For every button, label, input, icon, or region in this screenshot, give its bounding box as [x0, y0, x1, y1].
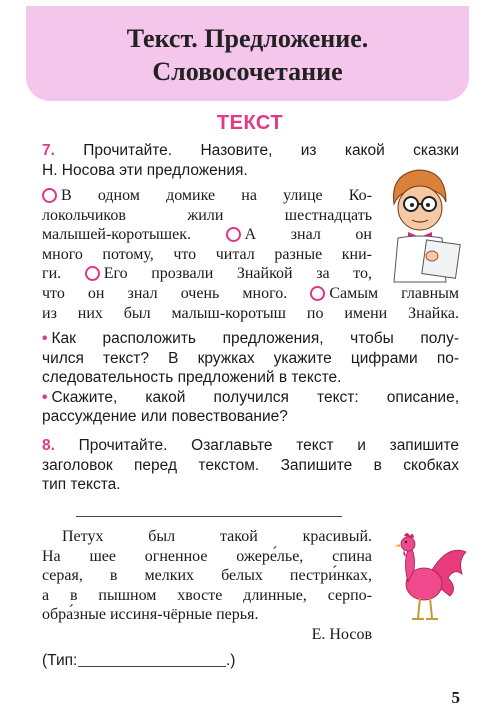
- question-text: Скажите, какой получился текст: описание,: [51, 388, 459, 406]
- question-2-line-1: [42, 388, 459, 408]
- story-line-1: [42, 186, 372, 206]
- story-line-7: из них был малыш-коротыш по имени Знайка.: [42, 304, 459, 322]
- type-close: .): [226, 652, 236, 669]
- ex8-task-line-1: [42, 436, 459, 456]
- ex7-questions: [42, 329, 459, 427]
- poem-line-5: обра́зные иссиня-чёрные перья.: [42, 606, 259, 623]
- title-line-2: Словосочетание: [152, 57, 343, 86]
- story-line-2: локольчиков жили шестнадцать: [42, 206, 372, 224]
- story-line-3: [42, 225, 372, 245]
- story-text: В одном домике на улице Ко-: [61, 187, 372, 204]
- question-text: Как расположить предложения, чтобы полу-: [51, 330, 459, 347]
- rooster-text: [42, 527, 372, 644]
- rooster-illustration: [388, 530, 470, 626]
- story-text: малышей-коротышек.: [42, 226, 191, 243]
- answer-circle[interactable]: [42, 188, 57, 203]
- story-line-4: много потому, что читал разные кни-: [42, 245, 372, 263]
- ex7-task-line-2: Н. Носова эти предложения.: [42, 161, 248, 179]
- exercise-8-task: [42, 436, 459, 495]
- ex8-task-line-3: тип текста.: [42, 476, 121, 493]
- story-text: Самым главным: [329, 285, 460, 302]
- poem-line-3: серая, в мелких белых пестри́нках,: [42, 567, 372, 584]
- answer-circle[interactable]: [85, 266, 100, 281]
- story-text: Его прозвали Знайкой за то,: [103, 265, 373, 282]
- ex8-number: 8.: [42, 437, 55, 454]
- story-text: что он знал очень много.: [42, 285, 288, 302]
- type-label: (Тип:: [42, 652, 78, 669]
- question-1-line-3: следовательность предложений в тексте.: [42, 369, 342, 386]
- answer-circle[interactable]: [226, 227, 241, 242]
- ex7-story-cont: [42, 284, 459, 323]
- question-1-line-1: [42, 329, 459, 349]
- story-text: ги.: [42, 265, 62, 282]
- ex8-task-text: Прочитайте. Озаглавьте текст и запишите: [78, 437, 459, 454]
- ex7-story: [42, 186, 372, 284]
- ex7-number: 7.: [42, 142, 55, 159]
- bullet-icon: •: [42, 388, 48, 406]
- question-1-line-2: чился текст? В кружках укажите цифрами по-: [42, 349, 459, 367]
- section-title: ТЕКСТ: [216, 112, 284, 134]
- story-text: А знал он: [244, 226, 372, 243]
- author: Е. Носов: [311, 625, 372, 643]
- header-banner: [26, 6, 469, 101]
- poem-line-4: а в пышном хвосте длинные, серпо-: [42, 586, 372, 604]
- answer-circle[interactable]: [310, 286, 325, 301]
- ex7-task-text: Прочитайте. Назовите, из какой сказки: [83, 142, 459, 159]
- page-title: [26, 22, 469, 88]
- title-write-line[interactable]: [76, 516, 342, 517]
- title-line-1: Текст. Предложение.: [126, 24, 369, 53]
- bullet-icon: •: [42, 330, 48, 347]
- question-2-line-2: рассуждение или повествование?: [42, 408, 288, 425]
- znayka-illustration: [380, 164, 465, 284]
- poem-line-2: На шее огненное ожере́лье, спина: [42, 547, 372, 565]
- story-line-5: [42, 264, 372, 284]
- page-number: 5: [451, 688, 460, 707]
- ex7-task-line-1: [42, 141, 459, 161]
- ex8-task-line-2: заголовок перед текстом. Запишите в скобках: [42, 456, 459, 474]
- story-line-6: [42, 284, 459, 304]
- type-write-line[interactable]: [78, 666, 226, 667]
- poem-line-1: Петух был такой красивый.: [62, 528, 372, 545]
